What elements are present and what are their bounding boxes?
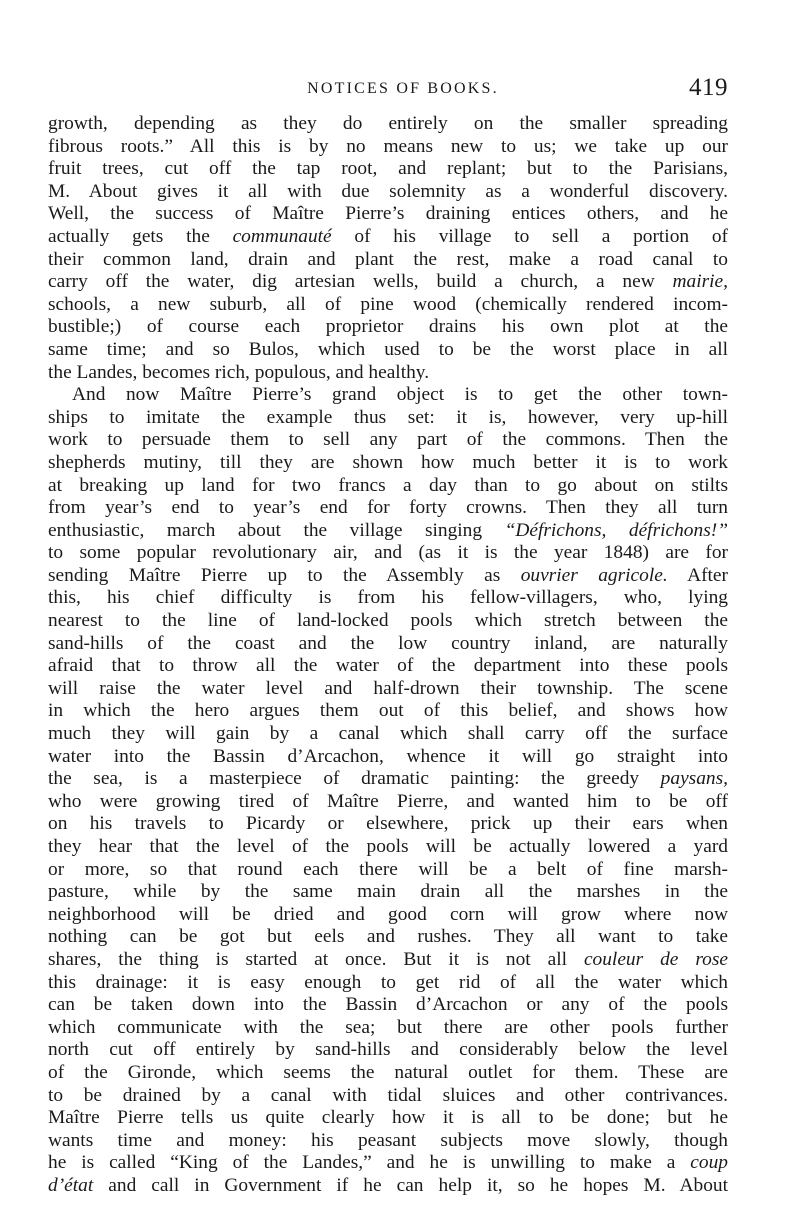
text-line: And now Maître Pierre’s grand object is to get the other town- — [72, 384, 728, 406]
text-line: can be taken down into the Bassin d’Arcachon or any of the pools — [48, 994, 728, 1016]
text-line: M. About gives it all with due solemnity as a wonderful discovery. — [48, 180, 728, 202]
text-line: fibrous roots.” All this is by no means new to us; we take up our — [48, 135, 728, 157]
text-line: Well, the success of Maître Pierre’s draining entices others, and he — [48, 203, 728, 225]
text-line: carry off the water, dig artesian wells, build a church, a new mairie, — [48, 271, 728, 293]
text-line: enthusiastic, march about the village singing “Défrichons, défrichons!” — [48, 519, 728, 541]
text-line: much they will gain by a canal which shall carry off the surface — [48, 723, 728, 745]
text-line: to be drained by a canal with tidal sluices and other contrivances. — [48, 1084, 728, 1106]
text-line: same time; and so Bulos, which used to be the worst place in all — [48, 338, 728, 360]
italic-phrase: communauté — [232, 225, 332, 247]
text-line: north cut off entirely by sand-hills and considerably below the level — [48, 1039, 728, 1061]
italic-phrase: ouvrier agricole. — [520, 564, 668, 586]
text-line: shares, the thing is started at once. But it is not all couleur de rose — [48, 948, 728, 970]
text-line: at breaking up land for two francs a day than to go about on stilts — [48, 474, 728, 496]
running-title: NOTICES OF BOOKS. — [307, 80, 499, 97]
text-line: bustible;) of course each proprietor drains his own plot at the — [48, 316, 728, 338]
text-line: which communicate with the sea; but there are other pools further — [48, 1016, 728, 1038]
italic-phrase: mairie, — [672, 271, 728, 293]
text-line: their common land, drain and plant the rest, make a road canal to — [48, 248, 728, 270]
text-line: sending Maître Pierre up to the Assembly as ouvrier agricole. After — [48, 564, 728, 586]
text-line: on his travels to Picardy or elsewhere, prick up their ears when — [48, 813, 728, 835]
body-text — [48, 113, 728, 1198]
text-line: afraid that to throw all the water of the department into these pools — [48, 655, 728, 677]
page-number: 419 — [689, 74, 728, 101]
text-line: the sea, is a masterpiece of dramatic painting: the greedy paysans, — [48, 768, 728, 790]
text-line: from year’s end to year’s end for forty crowns. Then they all turn — [48, 497, 728, 519]
text-line: water into the Bassin d’Arcachon, whence it will go straight into — [48, 745, 728, 767]
text-line: will raise the water level and half-drown their township. The scene — [48, 677, 728, 699]
text-line: they hear that the level of the pools will be actually lowered a yard — [48, 836, 728, 857]
text-line: wants time and money: his peasant subjects move slowly, though — [48, 1129, 728, 1151]
italic-phrase: paysans, — [660, 768, 728, 790]
italic-phrase: coup — [690, 1152, 728, 1174]
italic-phrase: couleur de rose — [583, 948, 728, 970]
text-line: fruit trees, cut off the tap root, and replant; but to the Parisians, — [48, 158, 728, 180]
text-line: to some popular revolutionary air, and (as it is the year 1848) are for — [48, 542, 728, 564]
italic-phrase: d’état — [48, 1174, 94, 1196]
running-head — [48, 74, 728, 104]
text-line: the Landes, becomes rich, populous, and healthy. — [48, 361, 430, 383]
italic-phrase: “Défrichons, défrichons!” — [504, 519, 728, 541]
text-line: who were growing tired of Maître Pierre, and wanted him to be off — [48, 790, 728, 812]
text-line: actually gets the communauté of his village to sell a portion of — [48, 225, 728, 247]
text-line: ships to imitate the example thus set: it is, however, very up-hill — [48, 406, 728, 428]
text-line: of the Gironde, which seems the natural outlet for them. These are — [48, 1061, 728, 1083]
text-line: this drainage: it is easy enough to get rid of all the water which — [48, 971, 728, 993]
text-line: he is called “King of the Landes,” and he is unwilling to make a coup — [48, 1152, 728, 1174]
text-line: pasture, while by the same main drain all the marshes in the — [48, 881, 728, 903]
text-line: in which the hero argues them out of this belief, and shows how — [48, 700, 728, 722]
text-line: schools, a new suburb, all of pine wood (chemically rendered incom- — [48, 293, 728, 315]
text-line: sand-hills of the coast and the low country inland, are naturally — [48, 632, 728, 654]
text-line: shepherds mutiny, till they are shown how much better it is to work — [48, 451, 728, 473]
text-line: nearest to the line of land-locked pools which stretch between the — [48, 610, 728, 632]
text-line: or more, so that round each there will be a belt of fine marsh- — [48, 858, 728, 880]
text-line: nothing can be got but eels and rushes. They all want to take — [48, 926, 728, 948]
text-line: neighborhood will be dried and good corn will grow where now — [48, 903, 728, 925]
text-line: this, his chief difficulty is from his fellow-villagers, who, lying — [48, 587, 728, 609]
text-line: Maître Pierre tells us quite clearly how it is all to be done; but he — [48, 1107, 728, 1129]
text-line: growth, depending as they do entirely on the smaller spreading — [48, 113, 728, 134]
text-line: work to persuade them to sell any part of the commons. Then the — [48, 429, 728, 451]
text-line: d’état and call in Government if he can help it, so he hopes M. About — [48, 1174, 728, 1196]
